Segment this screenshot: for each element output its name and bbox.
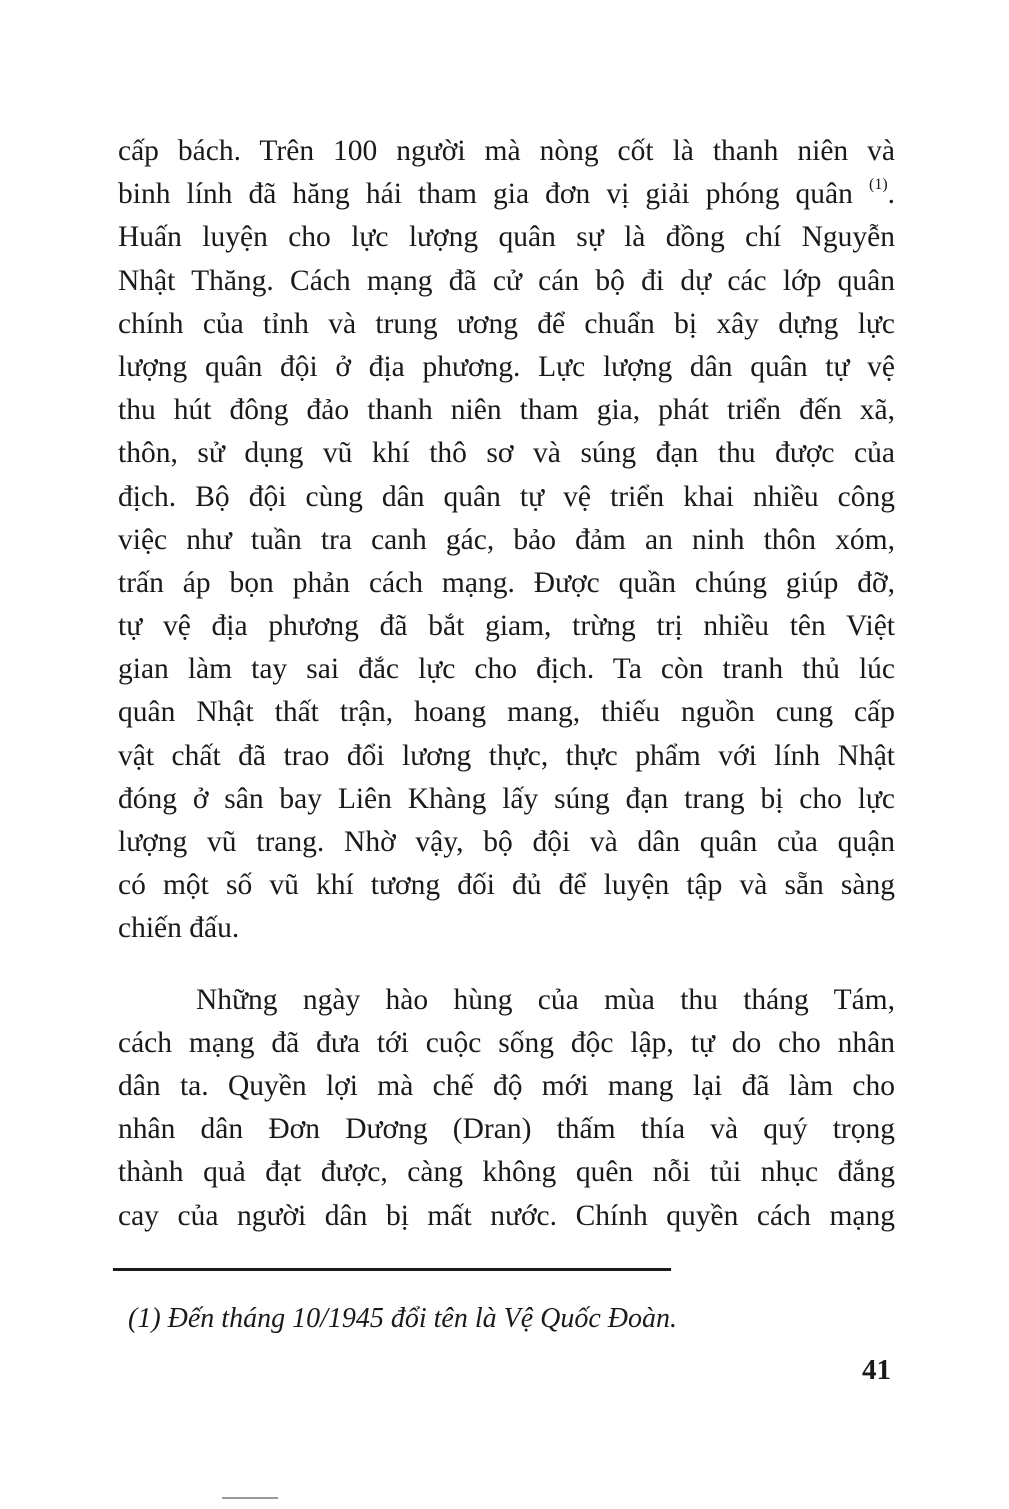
text-line: việc như tuần tra canh gác, bảo đảm an ninh thôn xóm, bbox=[118, 523, 895, 556]
paragraph-gap bbox=[118, 951, 895, 979]
text-line: thành quả đạt được, càng không quên nỗi tủi nhục đắng bbox=[118, 1156, 895, 1189]
text-line: Nhật Thăng. Cách mạng đã cử cán bộ đi dự các lớp quân bbox=[118, 264, 895, 297]
footnote-marker-suffix: . bbox=[887, 178, 896, 211]
text-line: nhân dân Đơn Dương (Dran) thấm thía và quý trọng bbox=[118, 1113, 895, 1146]
text-line: lượng quân đội ở địa phương. Lực lượng dân quân tự vệ bbox=[118, 350, 895, 383]
text-line: gian làm tay sai đắc lực cho địch. Ta còn tranh thủ lúc bbox=[118, 653, 895, 686]
text-line-content: binh lính đã hăng hái tham gia đơn vị giải phóng quân bbox=[118, 178, 853, 211]
text-line: chiến đấu. bbox=[118, 912, 240, 945]
text-line-with-footnote bbox=[118, 173, 895, 216]
scan-artifact bbox=[222, 1497, 278, 1499]
text-line: tự vệ địa phương đã bắt giam, trừng trị nhiều tên Việt bbox=[118, 610, 895, 643]
footnote: (1) Đến tháng 10/1945 đổi tên là Vệ Quốc Đoàn. bbox=[128, 1303, 678, 1334]
text-line: vật chất đã trao đổi lương thực, thực phẩm với lính Nhật bbox=[118, 739, 895, 772]
text-line: cay của người dân bị mất nước. Chính quyền cách mạng bbox=[118, 1199, 895, 1232]
text-line: đóng ở sân bay Liên Khàng lấy súng đạn trang bị cho lực bbox=[118, 782, 895, 815]
footnote-marker: (1) bbox=[868, 176, 888, 194]
text-line: chính của tỉnh và trung ương để chuẩn bị xây dựng lực bbox=[118, 307, 895, 340]
text-line: cách mạng đã đưa tới cuộc sống độc lập, tự do cho nhân bbox=[118, 1026, 895, 1059]
text-line: lượng vũ trang. Nhờ vậy, bộ đội và dân quân của quận bbox=[118, 826, 895, 858]
text-line: địch. Bộ đội cùng dân quân tự vệ triển khai nhiều công bbox=[118, 480, 895, 513]
text-line: có một số vũ khí tương đối đủ để luyện tập và sẵn sàng bbox=[118, 869, 895, 902]
text-line: trấn áp bọn phản cách mạng. Được quần chúng giúp đỡ, bbox=[118, 566, 895, 599]
body-text bbox=[118, 130, 895, 1238]
text-line: dân ta. Quyền lợi mà chế độ mới mang lại đã làm cho bbox=[118, 1069, 895, 1102]
footnote-divider bbox=[113, 1268, 671, 1271]
text-line: Huấn luyện cho lực lượng quân sự là đồng chí Nguyễn bbox=[118, 221, 895, 254]
text-line: quân Nhật thất trận, hoang mang, thiếu nguồn cung cấp bbox=[118, 696, 895, 729]
text-line: Những ngày hào hùng của mùa thu tháng Tám, bbox=[196, 983, 895, 1016]
text-line: thu hút đông đảo thanh niên tham gia, phát triển đến xã, bbox=[118, 394, 895, 427]
text-line: thôn, sử dụng vũ khí thô sơ và súng đạn thu được của bbox=[118, 437, 895, 470]
text-line: cấp bách. Trên 100 người mà nòng cốt là thanh niên và bbox=[118, 135, 895, 167]
page-number: 41 bbox=[862, 1354, 891, 1386]
